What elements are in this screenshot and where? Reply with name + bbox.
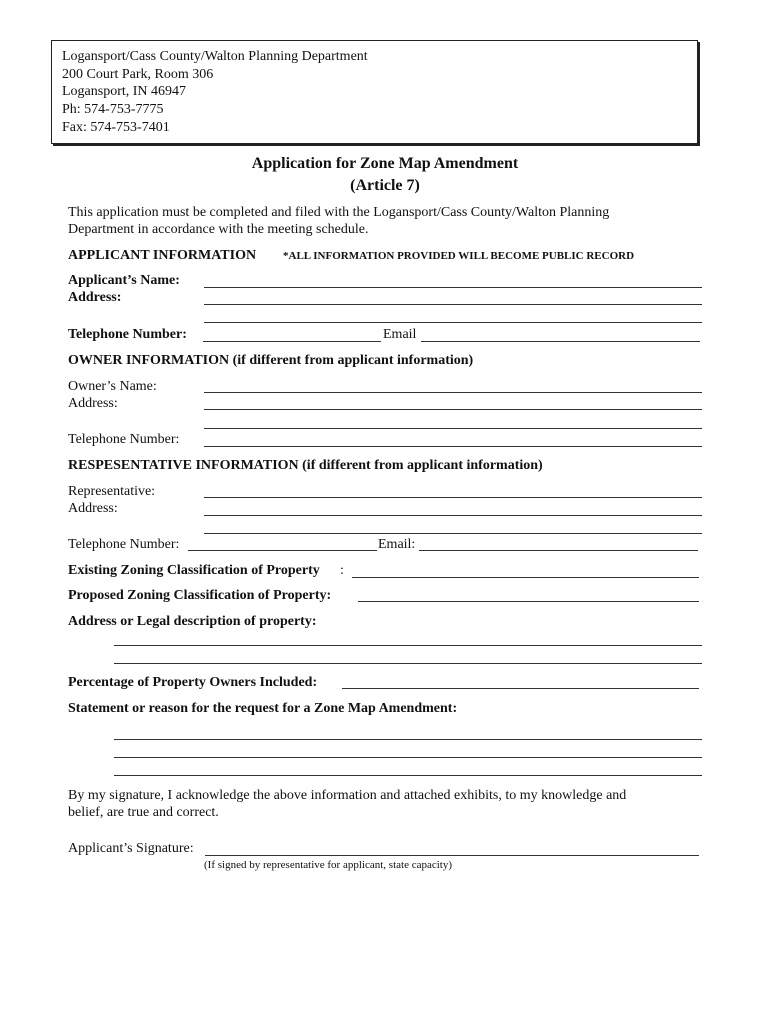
representative-address-field-2[interactable] [204,533,702,534]
owner-telephone-label: Telephone Number: [68,432,180,447]
signature-capacity-note: (If signed by representative for applicant, state capacity) [204,859,452,871]
representative-telephone-label: Telephone Number: [68,537,180,552]
applicant-address-field-1[interactable] [204,304,702,305]
department-city: Logansport, IN 46947 [62,84,187,99]
owner-name-label: Owner’s Name: [68,379,157,394]
applicant-address-label: Address: [68,290,122,305]
owner-address-label: Address: [68,396,118,411]
applicant-name-label: Applicant’s Name: [68,273,180,288]
existing-zoning-label: Existing Zoning Classification of Property [68,563,320,578]
applicant-email-field[interactable] [421,341,700,342]
form-title: Application for Zone Map Amendment [251,155,519,172]
statement-field-2[interactable] [114,757,702,758]
statement-field-1[interactable] [114,739,702,740]
applicant-heading: APPLICANT INFORMATION [68,248,257,263]
statement-label: Statement or reason for the request for a Zone Map Amendment: [68,701,458,716]
department-header-box [51,40,698,144]
applicant-telephone-field[interactable] [203,341,381,342]
statement-field-3[interactable] [114,775,702,776]
public-record-notice: *ALL INFORMATION PROVIDED WILL BECOME PUBLIC RECORD [283,250,635,262]
owner-name-field[interactable] [204,392,702,393]
representative-email-field[interactable] [419,550,698,551]
owner-address-field-1[interactable] [204,409,702,410]
representative-email-label: Email: [378,537,416,552]
applicant-name-field[interactable] [204,287,702,288]
owner-heading: OWNER INFORMATION (if different from applicant information) [68,353,474,368]
applicant-email-label: Email [383,327,417,342]
acknowledgement-line-1: By my signature, I acknowledge the above information and attached exhibits, to my knowledge and [68,788,627,803]
applicant-signature-field[interactable] [205,855,699,856]
department-phone: Ph: 574-753-7775 [62,102,164,117]
form-subtitle: (Article 7) [350,177,420,194]
property-description-field-2[interactable] [114,663,702,664]
applicant-address-field-2[interactable] [204,322,702,323]
existing-zoning-colon: : [340,563,344,578]
applicant-telephone-label: Telephone Number: [68,327,187,342]
proposed-zoning-field[interactable] [358,601,699,602]
owner-telephone-field[interactable] [204,446,702,447]
representative-address-field-1[interactable] [204,515,702,516]
proposed-zoning-label: Proposed Zoning Classification of Property: [68,588,332,603]
representative-address-label: Address: [68,501,118,516]
representative-telephone-field[interactable] [188,550,377,551]
applicant-signature-label: Applicant’s Signature: [68,841,194,856]
intro-line-2: Department in accordance with the meeting schedule. [68,222,369,237]
property-description-label: Address or Legal description of property: [68,614,317,629]
percentage-owners-field[interactable] [342,688,699,689]
existing-zoning-field[interactable] [352,577,699,578]
acknowledgement-line-2: belief, are true and correct. [68,805,219,820]
owner-address-field-2[interactable] [204,428,702,429]
intro-line-1: This application must be completed and filed with the Logansport/Cass County/Walton Planning [68,205,610,220]
representative-name-field[interactable] [204,497,702,498]
representative-heading: RESPESENTATIVE INFORMATION (if different from applicant information) [68,458,543,473]
percentage-owners-label: Percentage of Property Owners Included: [68,675,318,690]
department-street: 200 Court Park, Room 306 [62,67,214,82]
property-description-field-1[interactable] [114,645,702,646]
department-name: Logansport/Cass County/Walton Planning Department [62,49,368,64]
representative-name-label: Representative: [68,484,156,499]
department-fax: Fax: 574-753-7401 [62,120,170,135]
